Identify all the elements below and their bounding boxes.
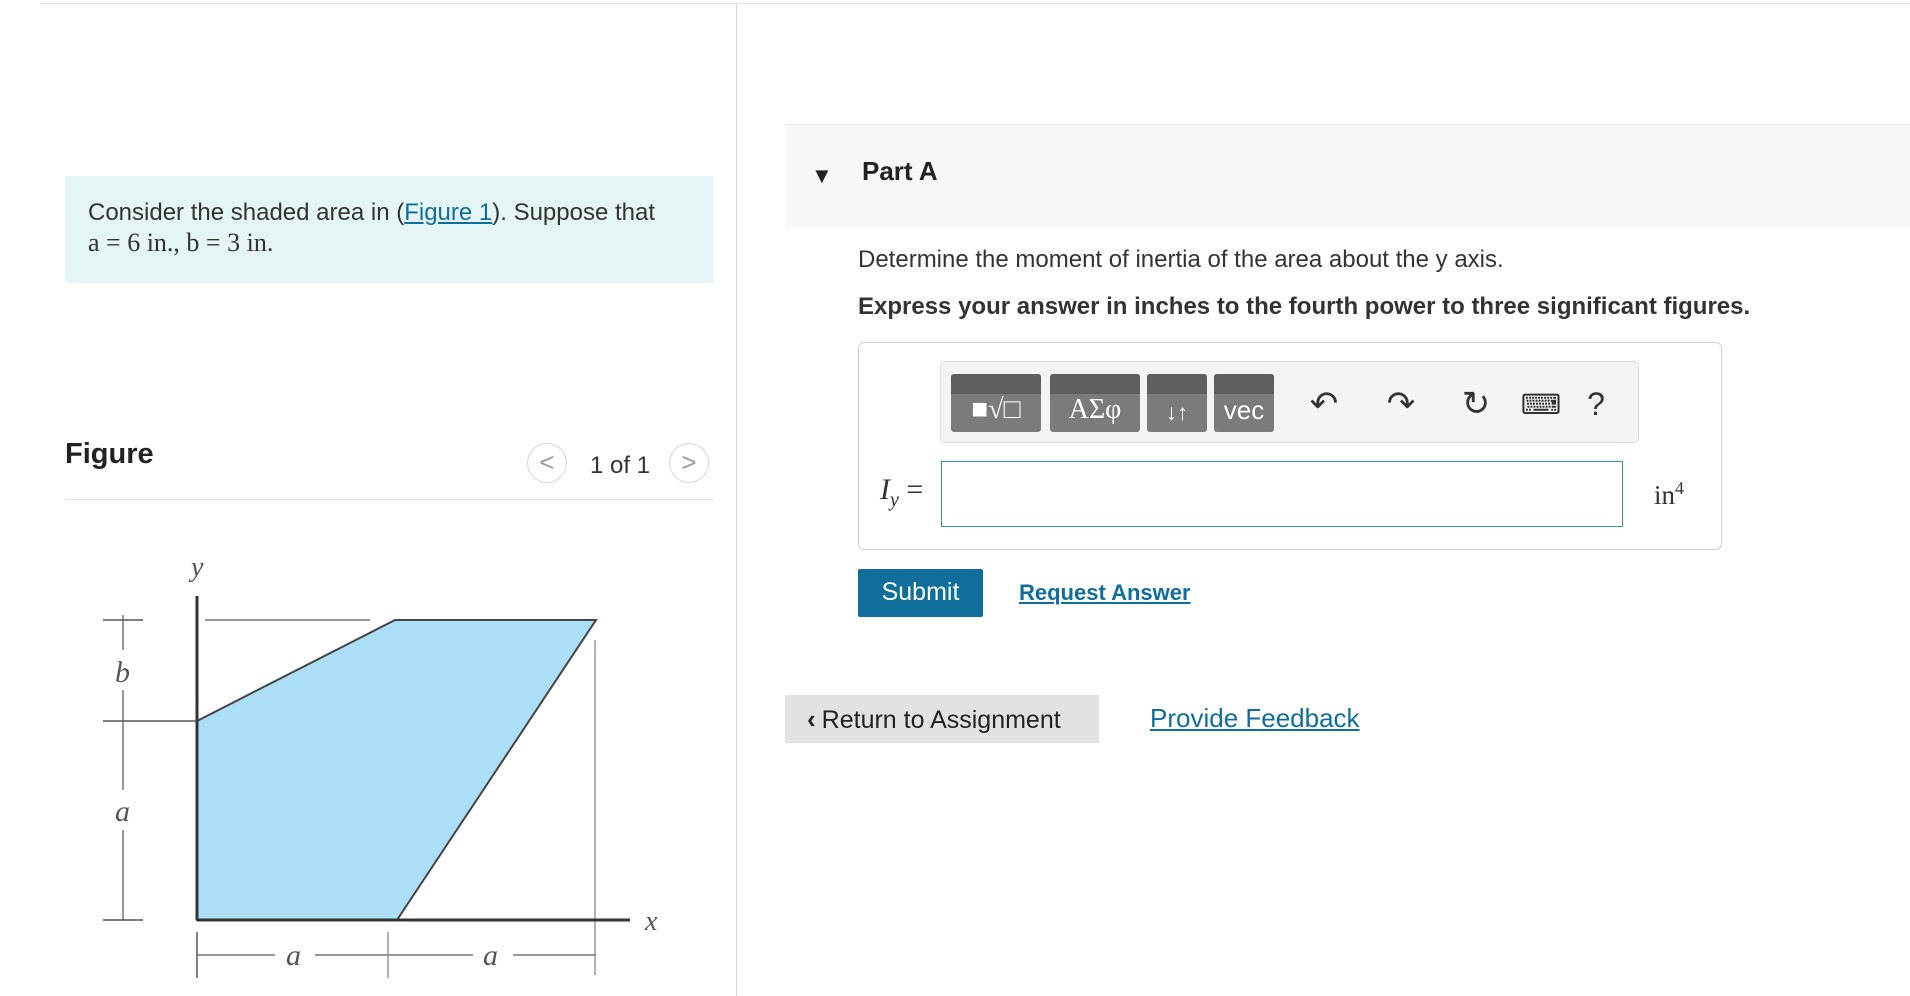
figure-pager-count: 1 of 1 <box>590 452 651 479</box>
x-axis-label: x <box>645 906 658 937</box>
greek-symbols-button[interactable] <box>1050 374 1140 432</box>
provide-feedback-link[interactable]: Provide Feedback <box>1150 703 1360 733</box>
undo-icon[interactable]: ↶ <box>1309 385 1339 423</box>
panel-divider <box>736 3 737 996</box>
reset-icon[interactable]: ↻ <box>1461 385 1491 423</box>
vector-button[interactable] <box>1214 374 1274 432</box>
figure-link[interactable]: Figure 1 <box>404 199 493 226</box>
instruction-text: Express your answer in inches to the fourth power to three significant figures. <box>858 293 1751 320</box>
request-answer-link[interactable]: Request Answer <box>1019 580 1191 605</box>
y-axis-label: y <box>191 552 204 583</box>
dim-b-label: b <box>115 656 130 689</box>
problem-suffix: ). Suppose that <box>492 199 656 226</box>
answer-unit <box>1654 478 1684 511</box>
answer-input[interactable] <box>941 461 1623 527</box>
dim-a-vertical-label: a <box>115 795 130 828</box>
variable-subscript: y <box>890 489 899 511</box>
return-to-assignment-button[interactable] <box>785 695 1099 743</box>
vec-label: vec <box>1223 395 1265 425</box>
unit-exponent: 4 <box>1675 478 1685 498</box>
collapse-caret-icon[interactable]: ▼ <box>811 163 833 188</box>
previous-figure-button[interactable]: < <box>527 443 567 483</box>
arrows-button[interactable] <box>1147 374 1207 432</box>
top-rule <box>40 3 1910 4</box>
greek-label: ΑΣφ <box>1068 394 1122 425</box>
shaded-area <box>197 620 596 920</box>
redo-icon[interactable]: ↷ <box>1386 385 1416 423</box>
equals-sign: = <box>906 473 924 506</box>
figure-title: Figure <box>65 438 154 470</box>
question-text: Determine the moment of inertia of the area about the y axis. <box>858 246 1504 273</box>
figure-divider <box>65 499 713 500</box>
unit-base: in <box>1654 480 1676 510</box>
variable-symbol: I <box>880 473 890 506</box>
problem-values: a = 6 in., b = 3 in. <box>88 228 274 257</box>
templates-button[interactable] <box>951 374 1041 432</box>
templates-label: ■√□ <box>971 394 1021 425</box>
dim-a-left-label: a <box>286 939 301 972</box>
problem-statement <box>65 176 713 283</box>
dim-a-right-label: a <box>483 939 498 972</box>
part-title: Part A <box>862 156 938 186</box>
return-label: Return to Assignment <box>821 706 1061 734</box>
submit-button[interactable]: Submit <box>858 569 983 617</box>
next-figure-button[interactable]: > <box>669 443 709 483</box>
figure-diagram <box>65 540 685 990</box>
problem-intro: Consider the shaded area in ( <box>88 199 405 226</box>
math-toolbar <box>940 361 1639 443</box>
arrows-label: ↓↑ <box>1166 400 1188 425</box>
help-button[interactable]: ? <box>1587 386 1605 422</box>
answer-variable-label <box>880 473 923 512</box>
keyboard-icon[interactable]: ⌨ <box>1520 389 1562 420</box>
chevron-left-icon: ‹ <box>807 704 816 734</box>
part-a-header[interactable] <box>785 124 1910 228</box>
